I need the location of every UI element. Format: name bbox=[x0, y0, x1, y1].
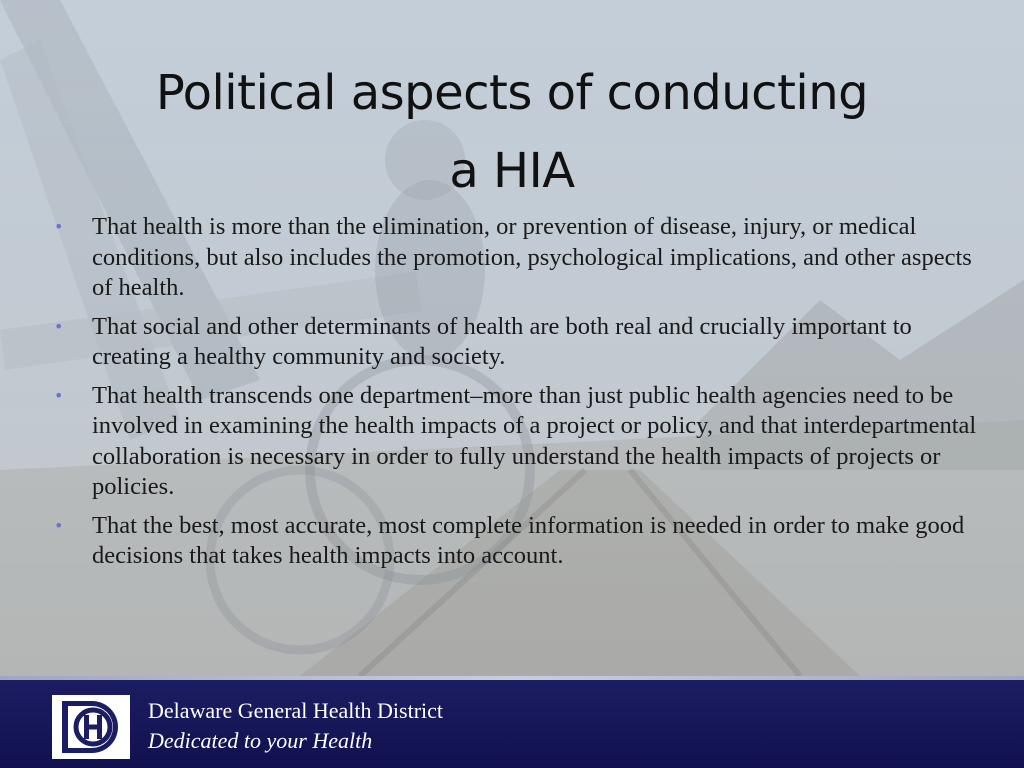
footer-bar bbox=[0, 680, 1024, 768]
bullet-item bbox=[50, 381, 990, 503]
dghd-logo-icon bbox=[52, 695, 130, 759]
title-line-1: Political aspects of conducting bbox=[155, 65, 869, 121]
bullet-text: That the best, most accurate, most complete information is needed in order to make good decisions that takes health impacts into account. bbox=[92, 511, 965, 569]
bullet-icon: • bbox=[54, 316, 64, 336]
bullet-item bbox=[50, 511, 990, 572]
bullet-item bbox=[50, 212, 990, 304]
bullet-text: That social and other determinants of health are both real and crucially important to creating a healthy community and society. bbox=[92, 312, 912, 370]
bullet-icon: • bbox=[54, 515, 64, 535]
bullet-icon: • bbox=[54, 385, 64, 405]
organization-tagline: Dedicated to your Health bbox=[148, 728, 373, 753]
title-line-2: a HIA bbox=[449, 143, 575, 199]
bullet-icon: • bbox=[54, 217, 64, 236]
bullet-text: That health is more than the elimination, or prevention of disease, injury, or medical conditions, but also includes the promotion, psychological implications, and other aspects of health. bbox=[92, 213, 972, 301]
bullet-text: That health transcends one department–more than just public health agencies need to be involved in examining the health impacts of a project or policy, and that interdepartmental collaboration is necessary in order to fully understand the health impacts of projects or policies. bbox=[92, 381, 977, 500]
footer-text bbox=[148, 696, 443, 756]
organization-name: Delaware General Health District bbox=[148, 698, 444, 723]
bullet-list bbox=[50, 212, 990, 580]
bullet-item bbox=[50, 312, 990, 373]
slide-title bbox=[60, 54, 964, 210]
